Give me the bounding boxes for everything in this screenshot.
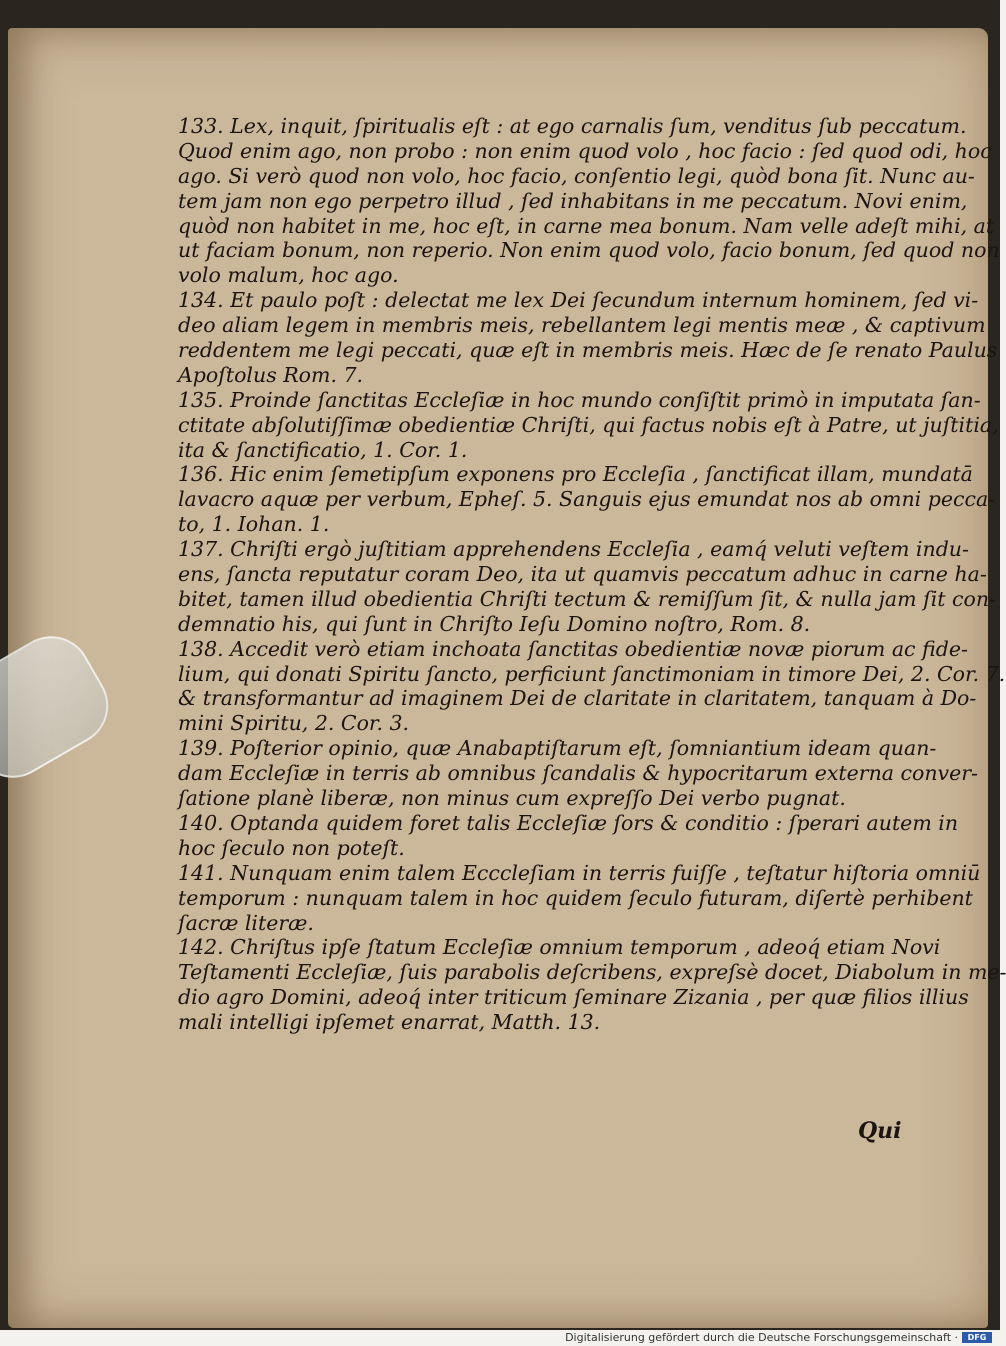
- text-line: ctitate abſolutiſſimæ obedientiæ Chriſti, qui factus nobis eſt à Patre, ut juſtitia,: [178, 412, 999, 437]
- text-line: 135. Proinde ſanctitas Eccleſiæ in hoc mundo conſiſtit primò in imputata ſan-: [178, 387, 981, 412]
- text-line: ſacræ literæ.: [178, 910, 314, 935]
- text-line: 140. Optanda quidem foret talis Eccleſiæ ſors & conditio : ſperari autem in: [178, 810, 959, 835]
- text-line: ut faciam bonum, non reperio. Non enim quod volo, facio bonum, ſed quod non: [178, 238, 1000, 263]
- footer-bar: [0, 1330, 1000, 1346]
- text-line: quòd non habitet in me, hoc eſt, in carne mea bonum. Nam velle adeſt mihi, at: [178, 213, 995, 238]
- text-line: ago. Si verò quod non volo, hoc facio, conſentio legi, quòd bona ſit. Nunc au-: [178, 163, 975, 188]
- text-line: & transformantur ad imaginem Dei de claritate in claritatem, tanquam à Do-: [178, 686, 977, 711]
- text-line: bitet, tamen illud obedientia Chriſti tectum & remiſſum ſit, & nulla jam ſit con-: [178, 586, 996, 611]
- text-line: Teſtamenti Eccleſiæ, ſuis parabolis deſcribens, expreſsè docet, Diabolum in me-: [178, 960, 1006, 985]
- text-line: 139. Poſterior opinio, quæ Anabaptiſtarum eſt, ſomniantium ideam quan-: [178, 736, 937, 761]
- text-line: 142. Chriſtus ipſe ſtatum Eccleſiæ omnium temporum , adeoq́ etiam Novi: [178, 935, 941, 960]
- text-line: to, 1. Iohan. 1.: [178, 512, 330, 537]
- text-line: ſatione planè liberæ, non minus cum expreſſo Dei verbo pugnat.: [178, 786, 846, 811]
- text-line: 136. Hic enim ſemetipſum exponens pro Eccleſia , ſanctificat illam, mundatā: [178, 462, 973, 487]
- text-line: demnatio his, qui ſunt in Chriſto Ieſu Domino noſtro, Rom. 8.: [178, 611, 811, 636]
- text-line: 133. Lex, inquit, ſpiritualis eſt : at ego carnalis ſum, venditus ſub peccatum.: [178, 114, 967, 138]
- dfg-logo[interactable]: DFG: [962, 1332, 992, 1343]
- text-line: temporum : nunquam talem in hoc quidem ſeculo futuram, diſertè perhibent: [178, 885, 973, 910]
- text-line: lium, qui donati Spiritu ſancto, perficiunt ſanctimoniam in timore Dei, 2. Cor. 7.: [178, 661, 1006, 686]
- text-line: lavacro aquæ per verbum, Epheſ. 5. Sanguis ejus emundat nos ab omni pecca-: [178, 487, 996, 512]
- text-line: 134. Et paulo poſt : delectat me lex Dei ſecundum internum hominem, ſed vi-: [178, 288, 979, 313]
- text-line: deo aliam legem in membris meis, rebellantem legi mentis meæ , & captivum: [178, 313, 986, 338]
- text-line: dio agro Domini, adeoq́ inter triticum ſeminare Zizania , per quæ filios illius: [178, 985, 969, 1010]
- text-line: ita & ſanctificatio, 1. Cor. 1.: [178, 437, 468, 462]
- footer-credit: Digitalisierung gefördert durch die Deutsche Forschungsgemeinschaft ·: [565, 1331, 958, 1344]
- text-line: hoc ſeculo non poteſt.: [178, 835, 405, 860]
- text-line: 141. Nunquam enim talem Ecccleſiam in terris fuiſſe , teſtatur hiſtoria omniū: [178, 860, 981, 885]
- text-line: volo malum, hoc ago.: [178, 263, 399, 288]
- text-line: Quod enim ago, non probo : non enim quod volo , hoc facio : ſed quod odi, hoc: [178, 138, 992, 163]
- page-text: [178, 114, 1006, 1035]
- catchword: Qui: [858, 1118, 902, 1144]
- text-line: 137. Chriſti ergò juſtitiam apprehendens Eccleſia , eamq́ veluti veſtem indu-: [178, 537, 969, 562]
- text-line: dam Eccleſiæ in terris ab omnibus ſcandalis & hypocritarum externa conver-: [178, 761, 978, 786]
- text-line: Apoſtolus Rom. 7.: [178, 362, 364, 387]
- text-line: tem jam non ego perpetro illud , ſed inhabitans in me peccatum. Novi enim,: [178, 188, 968, 213]
- text-line: ens, ſancta reputatur coram Deo, ita ut quamvis peccatum adhuc in carne ha-: [178, 562, 987, 587]
- text-line: reddentem me legi peccati, quæ eſt in membris meis. Hæc de ſe renato Paulus: [178, 338, 998, 363]
- book-page: [8, 28, 1006, 1328]
- text-line: mali intelligi ipſemet enarrat, Matth. 13.: [178, 1010, 601, 1035]
- text-line: 138. Accedit verò etiam inchoata ſanctitas obedientiæ novæ piorum ac fide-: [178, 636, 968, 661]
- text-line: mini Spiritu, 2. Cor. 3.: [178, 711, 410, 736]
